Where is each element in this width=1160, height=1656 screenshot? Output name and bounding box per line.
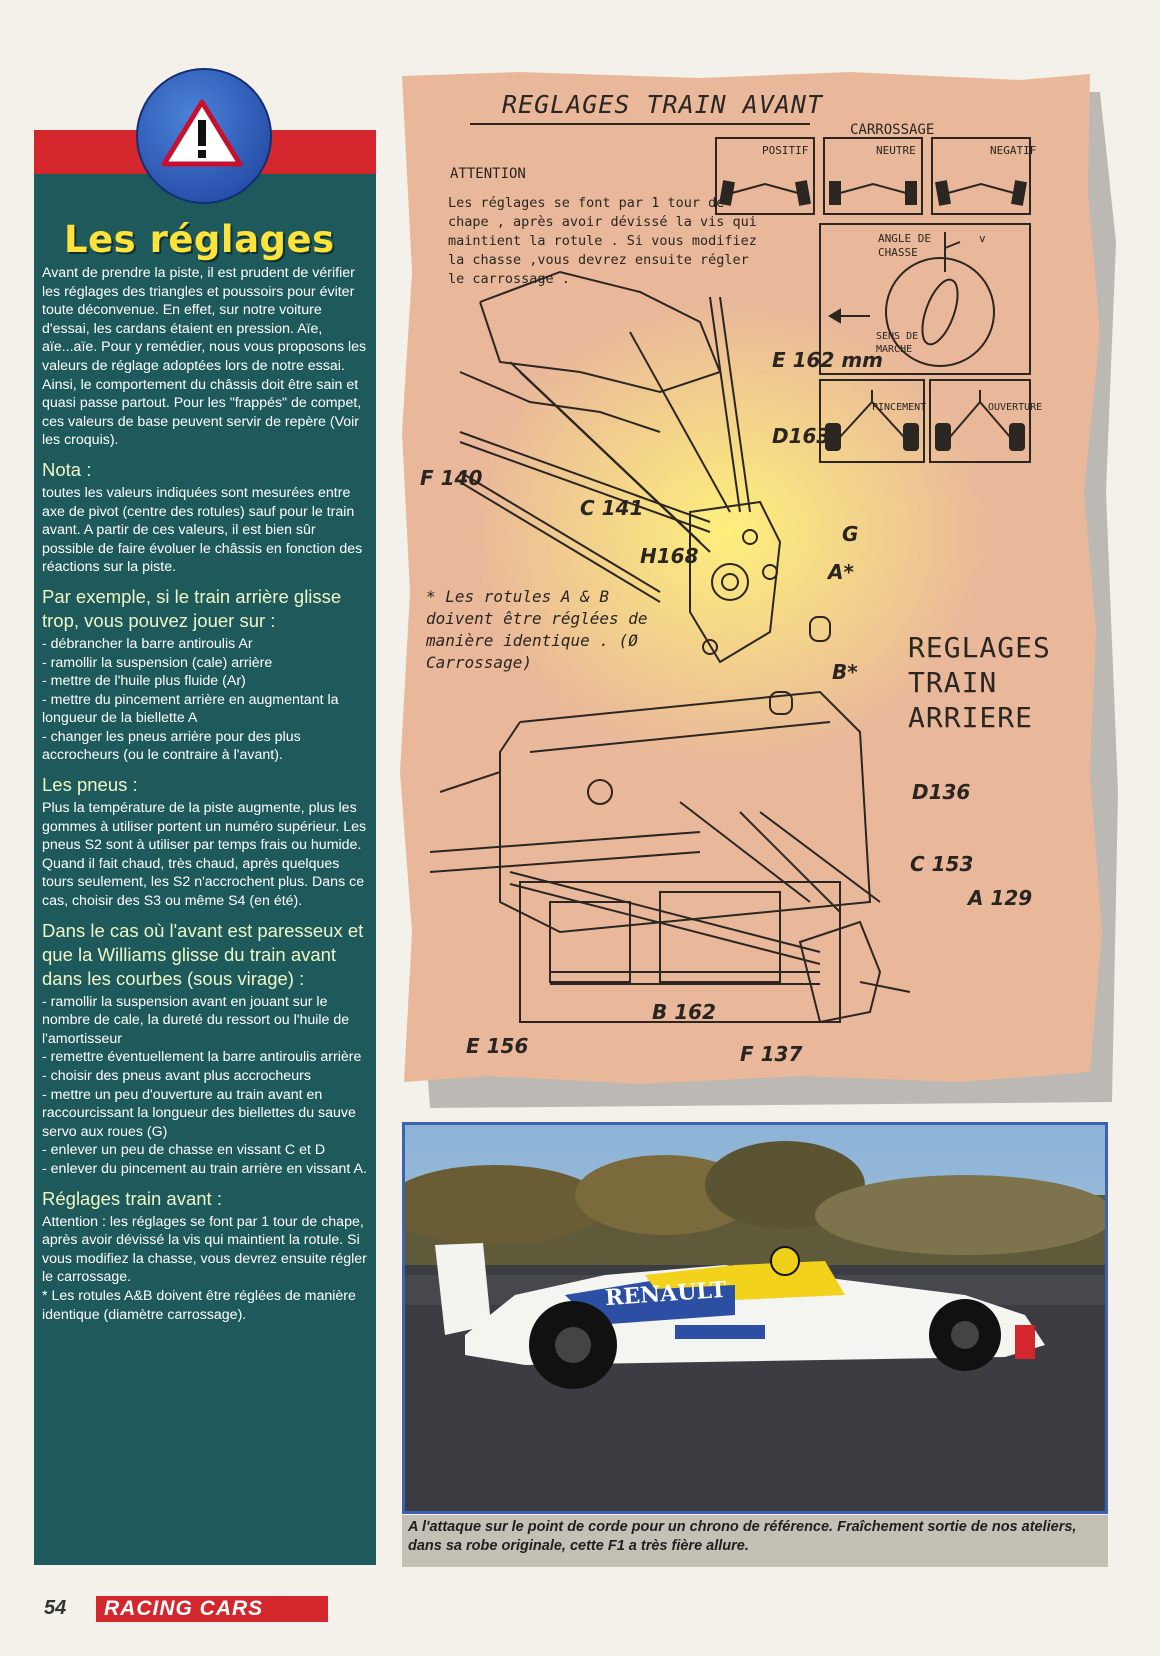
rotules-note: * Les rotules A & B doivent être réglées de manière identique . (Ø Carrossage) bbox=[426, 587, 648, 672]
attention-title: ATTENTION bbox=[450, 166, 526, 182]
camber-label: CARROSSAGE bbox=[850, 122, 935, 138]
car-scene bbox=[405, 1125, 1105, 1511]
label-g: G bbox=[842, 522, 859, 546]
label-b162: B 162 bbox=[652, 1000, 716, 1024]
photo-caption: A l'attaque sur le point de corde pour un chrono de référence. Fraîchement sortie de nos ateliers, dans sa robe originale, cette F1 a très fière allure. bbox=[402, 1515, 1108, 1567]
warning-icon bbox=[160, 98, 244, 168]
rear-setup-title bbox=[908, 630, 1051, 735]
label-c153: C 153 bbox=[910, 852, 974, 876]
train-heading: Réglages train avant : bbox=[42, 1187, 222, 1209]
front-setup-title: REGLAGES TRAIN AVANT bbox=[502, 90, 824, 119]
list-item: - enlever du pincement au train arrière en vissant A. bbox=[42, 1160, 367, 1177]
attention-text: Les réglages se font par 1 tour de chape , après avoir dévissé la vis qui maintient la rotule . Si vous modifiez la chasse ,vous devrez ensuite régler le carrossage . bbox=[448, 195, 757, 287]
label-d136: D136 bbox=[912, 780, 971, 804]
car-photo bbox=[402, 1122, 1108, 1514]
label-b-star: B* bbox=[832, 660, 858, 684]
list-item: - enlever un peu de chasse en vissant C et D bbox=[42, 1142, 326, 1159]
intro-paragraph: Avant de prendre la piste, il est prudent de vérifier les réglages des triangles et poussoirs pour éviter toute déconvenue. En effet, sur notre voiture d'essai, les cardans étaient en pression. Aïe, aïe...aïe. Pour y remédier, nous vous proposons les valeurs de réglage adoptées lors de notre essai. Ainsi, le comportement du châssis doit être sain et quasi passe partout. Pour les "frappés" de compet, ces valeurs de base peuvent servir de repère (Voir les croquis). bbox=[42, 265, 367, 449]
rear-title-line: REGLAGES bbox=[908, 631, 1051, 664]
magazine-logo: RACING CARS bbox=[104, 1597, 264, 1620]
toe-in-label: PINCEMENT bbox=[872, 402, 927, 413]
list-item: - changer les pneus arrière pour des plus accrocheurs (ou le contraire à l'avant). bbox=[42, 728, 301, 764]
list-item: - ramollir la suspension avant en jouant sur le nombre de cale, la dureté du ressort ou l'huile de l'amortisseur bbox=[42, 993, 350, 1047]
list-item: - choisir des pneus avant plus accrocheurs bbox=[42, 1068, 311, 1084]
rear-title-line: ARRIERE bbox=[908, 701, 1034, 734]
tyres-heading: Les pneus : bbox=[42, 774, 138, 796]
rear-heading: Par exemple, si le train arrière glisse trop, vous pouvez jouer sur : bbox=[42, 585, 342, 631]
label-a129: A 129 bbox=[968, 886, 1033, 910]
camber-negative-label: NEGATIF bbox=[990, 144, 1037, 157]
label-d163: D163 bbox=[772, 424, 831, 448]
sidebar-body bbox=[42, 264, 370, 1324]
camber-positive-label: POSITIF bbox=[762, 144, 809, 157]
page-number: 54 bbox=[44, 1597, 67, 1619]
label-a-star: A* bbox=[828, 560, 854, 584]
caster-v-label: v bbox=[979, 232, 986, 245]
label-e162: E 162 mm bbox=[772, 348, 884, 372]
list-item: - mettre du pincement arrière en augmentant la longueur de la biellette A bbox=[42, 691, 339, 727]
label-f140: F 140 bbox=[420, 466, 483, 490]
label-c141: C 141 bbox=[580, 496, 644, 520]
list-item: - mettre un peu d'ouverture au train avant en raccourcissant la longueur des biellettes du sauve servo aux roues (G) bbox=[42, 1086, 356, 1140]
list-item: - mettre de l'huile plus fluide (Ar) bbox=[42, 673, 246, 690]
train-paragraph: Attention : les réglages se font par 1 tour de chape, après avoir dévissé la vis qui maintient la rotule. Si vous modifiez la chasse, vous devrez ensuite régler le carrossage. bbox=[42, 1213, 367, 1286]
rear-list bbox=[42, 635, 370, 765]
nota-heading: Nota : bbox=[42, 458, 92, 480]
sponsor-text: RENAULT bbox=[604, 1276, 728, 1312]
camber-neutral-label: NEUTRE bbox=[876, 144, 916, 157]
label-h168: H168 bbox=[640, 544, 699, 568]
label-e156: E 156 bbox=[466, 1034, 529, 1058]
list-item: - débrancher la barre antiroulis Ar bbox=[42, 635, 253, 652]
tyres-paragraph: Plus la température de la piste augmente, plus les gommes à utiliser portent un numéro supérieur. Les pneus S2 sont à utiliser par temps frais ou humide. Quand il fait chaud, très chaud, après quelques tours seulement, les S2 n'accrochent plus. Dans ce cas, choisir des S3 ou même S4 (en été). bbox=[42, 800, 367, 910]
rear-title-line: TRAIN bbox=[908, 666, 998, 699]
direction-label: SENS DE MARCHE bbox=[876, 331, 919, 355]
sidebar-title: Les réglages bbox=[64, 218, 335, 261]
list-item: - ramollir la suspension (cale) arrière bbox=[42, 654, 273, 671]
label-f137: F 137 bbox=[740, 1042, 803, 1066]
front-list bbox=[42, 993, 370, 1179]
caster-angle-label: ANGLE DE CHASSE bbox=[878, 232, 931, 259]
toe-out-label: OUVERTURE bbox=[988, 402, 1043, 413]
nota-paragraph: toutes les valeurs indiquées sont mesurées entre axe de pivot (centre des rotules) sauf pour le train avant. A partir de ces valeurs, il est bien sûr possible de faire évoluer le châssis en fonction des réactions sur la piste. bbox=[42, 484, 363, 576]
front-heading: Dans le cas où l'avant est paresseux et que la Williams glisse du train avant dans les courbes (sous virage) : bbox=[42, 919, 364, 989]
train-note: * Les rotules A&B doivent être réglées de manière identique (diamètre carrossage). bbox=[42, 1287, 356, 1323]
list-item: - remettre éventuellement la barre antiroulis arrière bbox=[42, 1049, 362, 1066]
